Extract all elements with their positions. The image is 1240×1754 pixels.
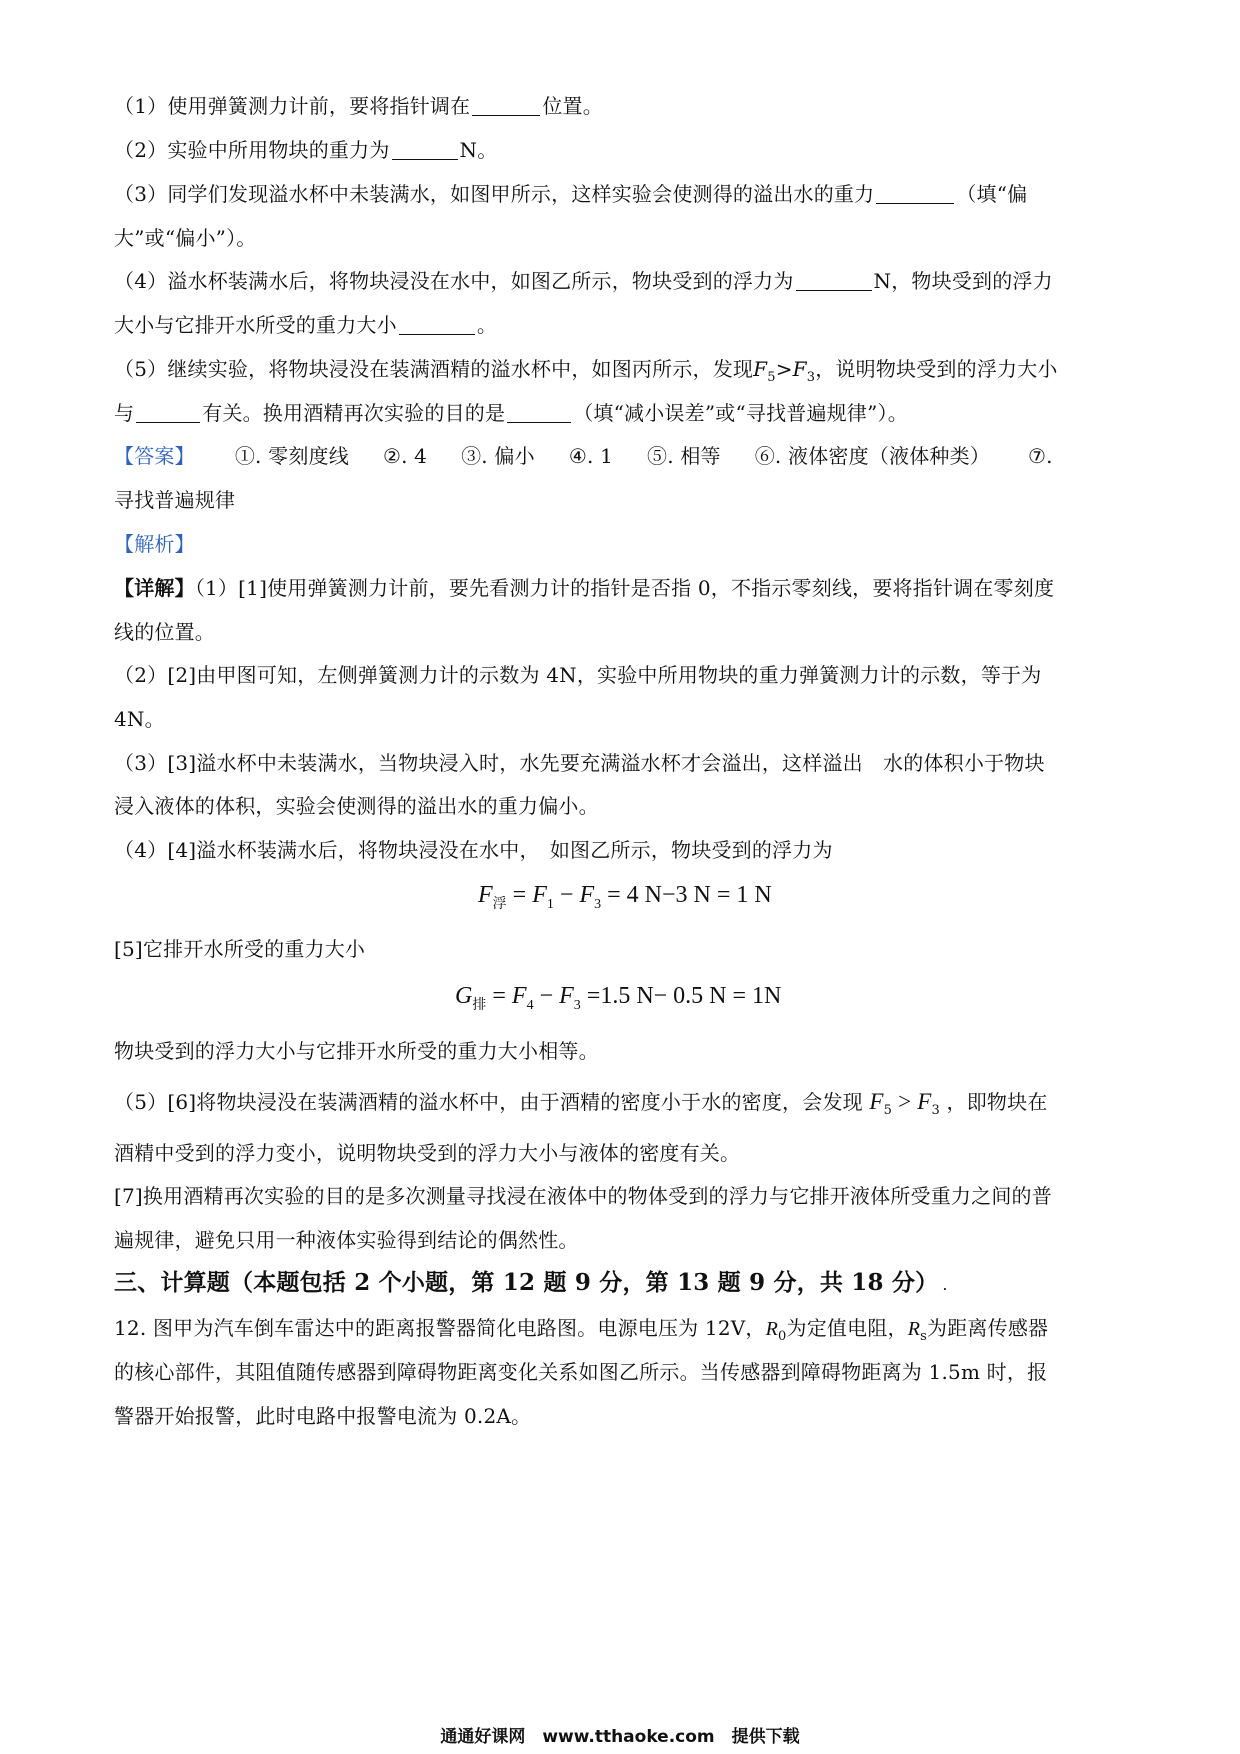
answer-blank [399,314,475,335]
equation-buoyancy: $F_浮 = F_1 - F_3 = 4$ N−3 N = 1 N [478,882,772,912]
detail-line-11: 酒精中受到的浮力变小，说明物块受到的浮力大小与液体的密度有关。 [114,1141,741,1165]
answer-label: 【答案】 [114,444,195,468]
detail-line-13: 遍规律，避免只用一种液体实验得到结论的偶然性。 [114,1228,579,1252]
question-1: （1）使用弹簧测力计前，要将指针调在 位置。 [114,94,603,118]
answer-item: ③. 偏小 [461,444,535,468]
footer-watermark: 通通好课网 www.tthaoke.com 提供下载 [440,1727,800,1747]
detail-line-5: （3）[3]溢水杯中未装满水，当物块浸入时，水先要充满溢水杯才会溢出，这样溢出 水的体积小于物块 [114,751,1045,775]
answer-continuation: 寻找普遍规律 [114,488,236,512]
answer-item: ②. 4 [382,444,428,468]
answer-line [114,442,1130,470]
detail-line-8: [5]它排开水所受的重力大小 [114,937,366,961]
answer-item: ⑤. 相等 [647,444,721,468]
answer-item: ①. 零刻度线 [234,444,349,468]
question-3-line-1: （3）同学们发现溢水杯中未装满水，如图甲所示，这样实验会使测得的溢出水的重力 （填“偏 [114,182,1028,206]
question-3-line-2: 大”或“偏小”）。 [114,226,257,250]
answer-blank [796,270,872,291]
detail-line-6: 浸入液体的体积，实验会使测得的溢出水的重力偏小。 [114,794,599,818]
answer-blank [392,139,458,160]
section-3-heading: 三、计算题（本题包括 2 个小题，第 12 题 9 分，第 13 题 9 分，共 18 分） . [114,1269,948,1296]
answer-blank [507,402,571,423]
question-5-line-2: 与 有关。换用酒精再次实验的目的是 （填“减小误差”或“寻找普遍规律”）。 [114,401,908,425]
detail-line-1: 【详解】（1）[1]使用弹簧测力计前，要先看测力计的指针是否指 0，不指示零刻线，要将指针调在零刻度 [114,576,1055,600]
q12-line-3: 警器开始报警，此时电路中报警电流为 0.2A。 [114,1404,532,1428]
detail-line-12: [7]换用酒精再次实验的目的是多次测量寻找浸在液体中的物体受到的浮力与它排开液体所受重力之间的普 [114,1184,1052,1208]
answer-item: ⑥. 液体密度（液体种类） [754,444,991,468]
question-4-line-1: （4）溢水杯装满水后，将物块浸没在水中，如图乙所示，物块受到的浮力为 N，物块受到的浮力 [114,269,1053,293]
question-5-line-1: （5）继续实验，将物块浸没在装满酒精的溢水杯中，如图丙所示，发现$F_5>F_3$，说明物块受到的浮力大小 [114,357,1058,385]
detail-line-7: （4）[4]溢水杯装满水后，将物块浸没在水中， 如图乙所示，物块受到的浮力为 [114,838,833,862]
detail-line-9: 物块受到的浮力大小与它排开水所受的重力大小相等。 [114,1039,599,1063]
q12-line-1: 12. 图甲为汽车倒车雷达中的距离报警器简化电路图。电源电压为 12V，$R_0$为定值电阻，$R_s$为距离传感器 [114,1316,1049,1344]
question-2: （2）实验中所用物块的重力为 N。 [114,138,498,162]
q12-line-2: 的核心部件，其阻值随传感器到障碍物距离变化关系如图乙所示。当传感器到障碍物距离为 1.5m 时，报 [114,1360,1048,1384]
equation-displaced-weight: $G_排 = F_4 - F_3 =1.5$ N− 0.5 N = 1N [455,983,782,1013]
detail-line-10: （5）[6]将物块浸没在装满酒精的溢水杯中，由于酒精的密度小于水的密度，会发现 $F_5 > F_3$ ，即物块在 [114,1089,1048,1118]
answer-blank [876,183,954,204]
analysis-label: 【解析】 [114,532,195,556]
answer-blank [472,95,540,116]
question-4-line-2: 大小与它排开水所受的重力大小 。 [114,313,498,337]
detail-line-3: （2）[2]由甲图可知，左侧弹簧测力计的示数为 4N，实验中所用物块的重力弹簧测力计的示数，等于为 [114,663,1042,687]
answer-blank [136,402,200,423]
detail-line-2: 线的位置。 [114,620,215,644]
answer-item: ④. 1 [568,444,613,468]
detail-line-4: 4N。 [114,707,165,731]
answer-item: ⑦. [1028,444,1053,468]
